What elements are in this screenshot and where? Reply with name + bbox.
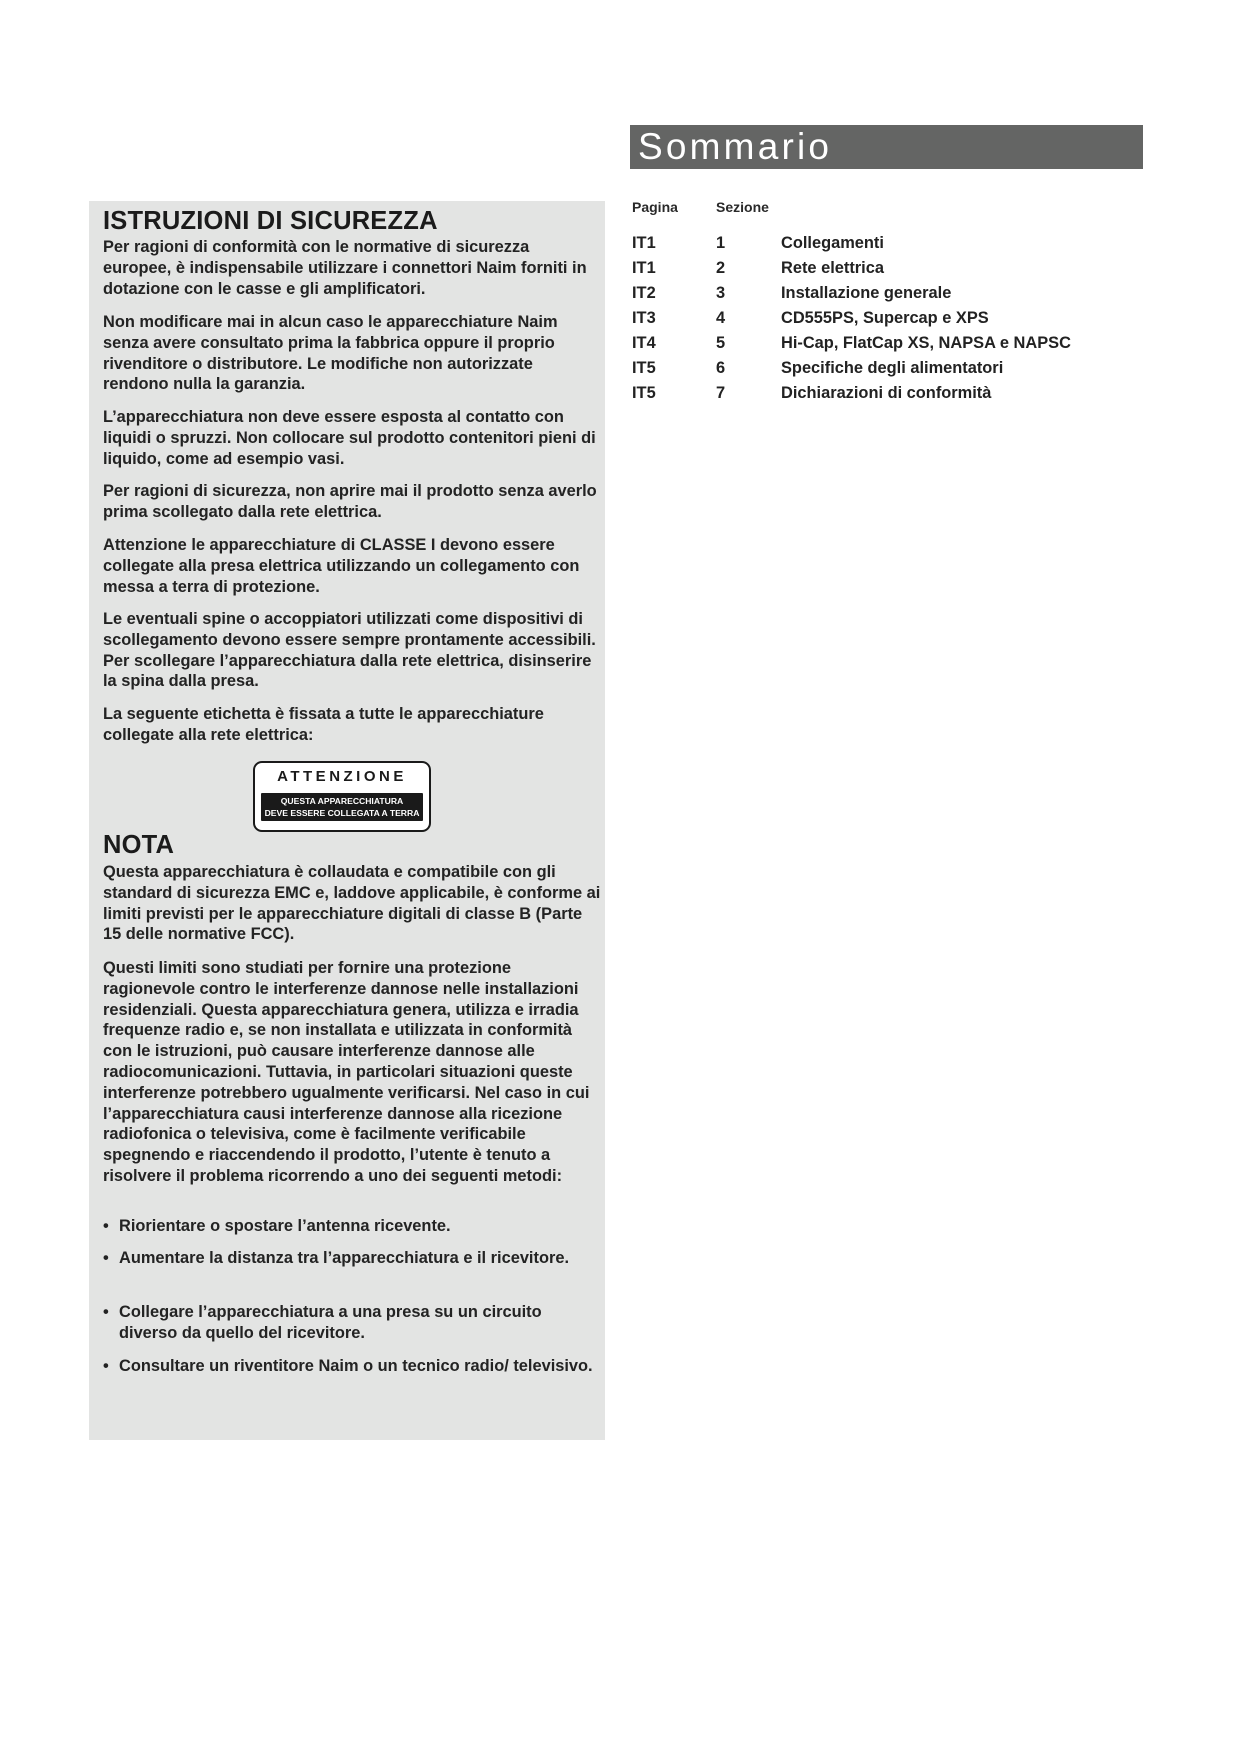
warning-label-line: DEVE ESSERE COLLEGATA A TERRA bbox=[264, 808, 420, 818]
toc-page: IT1 bbox=[632, 259, 656, 277]
toc-section-number: 2 bbox=[716, 259, 726, 277]
safety-paragraph: Attenzione le apparecchiature di CLASSE I devono essere collegate alla presa elettrica utilizzando un collegamento con messa a terra di protezione. bbox=[103, 536, 580, 596]
toc-section-number: 3 bbox=[716, 284, 726, 302]
toc-section-number: 6 bbox=[716, 359, 726, 377]
toc-page: IT1 bbox=[632, 234, 656, 252]
toc-page: IT2 bbox=[632, 284, 656, 302]
nota-paragraph: Questa apparecchiatura è collaudata e compatibile con gli standard di sicurezza EMC e, laddove applicabile, è conforme ai limiti previsti per le apparecchiature digitali di classe B (Parte 15 delle normative FCC). bbox=[103, 863, 601, 944]
toc-section-title: Installazione generale bbox=[781, 284, 952, 302]
toc-section-number: 5 bbox=[716, 334, 726, 352]
toc-section-title: Dichiarazioni di conformità bbox=[781, 384, 992, 402]
warning-label-line: QUESTA APPARECCHIATURA bbox=[280, 796, 404, 806]
list-item: • Consultare un riventitore Naim o un tecnico radio/ televisivo. bbox=[103, 1357, 593, 1375]
toc-page: IT4 bbox=[632, 334, 656, 352]
toc-header bbox=[630, 125, 1143, 169]
toc-section-number: 4 bbox=[716, 309, 726, 327]
list-item: • Riorientare o spostare l’antenna ricevente. bbox=[103, 1217, 451, 1235]
toc-page: IT5 bbox=[632, 384, 656, 402]
list-item: • Collegare l’apparecchiatura a una presa su un circuito diverso da quello del ricevitore. bbox=[103, 1303, 542, 1342]
toc-section-title: Rete elettrica bbox=[781, 259, 884, 277]
safety-heading: ISTRUZIONI DI SICUREZZA bbox=[103, 207, 438, 235]
warning-label-title: ATTENZIONE bbox=[277, 768, 407, 785]
toc-section-title: Collegamenti bbox=[781, 234, 884, 252]
toc-page: IT5 bbox=[632, 359, 656, 377]
safety-paragraph: L’apparecchiatura non deve essere esposta al contatto con liquidi o spruzzi. Non collocare sul prodotto contenitori pieni di liquido, come ad esempio vasi. bbox=[103, 408, 596, 468]
toc-title: Sommario bbox=[638, 126, 833, 167]
toc-column-section: Sezione bbox=[716, 199, 769, 215]
earth-warning-label bbox=[253, 761, 431, 832]
toc-section-title: Hi-Cap, FlatCap XS, NAPSA e NAPSC bbox=[781, 334, 1071, 352]
toc-section-number: 1 bbox=[716, 234, 726, 252]
safety-paragraph: Non modificare mai in alcun caso le apparecchiature Naim senza avere consultato prima la fabbrica oppure il proprio rivenditore o distributore. Le modifiche non autorizzate rendono nulla la garanzia. bbox=[103, 313, 558, 394]
nota-heading: NOTA bbox=[103, 831, 175, 859]
safety-paragraph: La seguente etichetta è fissata a tutte le apparecchiature collegate alla rete elettrica: bbox=[103, 705, 544, 744]
nota-paragraph: Questi limiti sono studiati per fornire una protezione ragionevole contro le interferenze dannose nelle installazioni residenziali. Questa apparecchiatura genera, utilizza e irradia frequenze radio e, se non installata e utilizzata in conformità con le istruzioni, può causare interferenze dannose alle radiocomunicazioni. Tuttavia, in particolari situazioni queste interferenze potrebbero ugualmente verificarsi. Nel caso in cui l’apparecchiatura causi interferenze dannose alla ricezione radiofonica o televisiva, come è facilmente verificabile spegnendo e riaccendendo il prodotto, l’utente è tenuto a risolvere il problema ricorrendo a uno dei seguenti metodi: bbox=[103, 959, 590, 1185]
toc-section-title: Specifiche degli alimentatori bbox=[781, 359, 1004, 377]
safety-paragraph: Le eventuali spine o accoppiatori utilizzati come dispositivi di scollegamento devono essere sempre prontamente accessibili. Per scollegare l’apparecchiatura dalla rete elettrica, disinserire la spina dalla presa. bbox=[103, 610, 596, 691]
safety-panel bbox=[89, 201, 605, 1440]
safety-paragraph: Per ragioni di sicurezza, non aprire mai il prodotto senza averlo prima scollegato dalla rete elettrica. bbox=[103, 482, 597, 521]
warning-label-band bbox=[261, 793, 423, 821]
toc-column-page: Pagina bbox=[632, 199, 678, 215]
toc-section-number: 7 bbox=[716, 384, 726, 402]
toc-section-title: CD555PS, Supercap e XPS bbox=[781, 309, 989, 327]
list-item: • Aumentare la distanza tra l’apparecchiatura e il ricevitore. bbox=[103, 1249, 570, 1267]
safety-paragraph: Per ragioni di conformità con le normative di sicurezza europee, è indispensabile utilizzare i connettori Naim forniti in dotazione con le casse e gli amplificatori. bbox=[103, 238, 587, 298]
toc-page: IT3 bbox=[632, 309, 656, 327]
